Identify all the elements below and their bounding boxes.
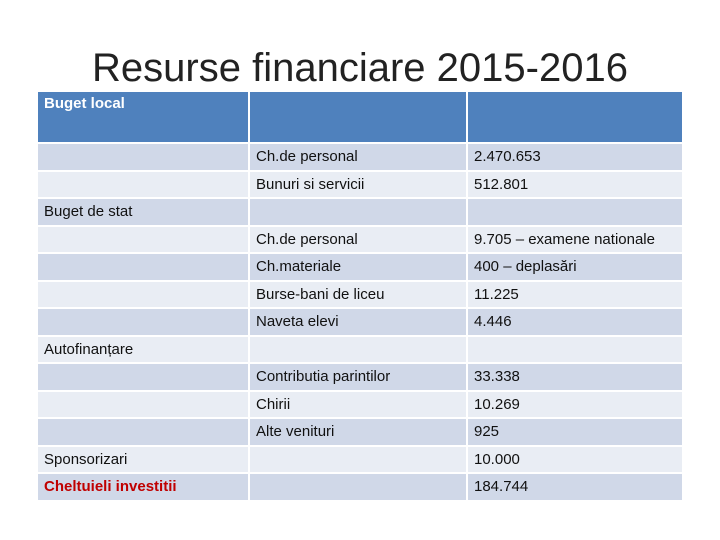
table-cell: 11.225 xyxy=(467,281,683,309)
table-cell xyxy=(467,91,683,143)
section-label-sponsorizari: Sponsorizari xyxy=(37,446,249,474)
table-row xyxy=(37,308,683,336)
table-header-row xyxy=(37,91,683,143)
table-cell xyxy=(37,473,249,501)
table-cell: Bunuri si servicii xyxy=(249,171,467,199)
table-cell xyxy=(249,473,467,501)
table-cell: 10.000 xyxy=(467,446,683,474)
table-cell xyxy=(249,198,467,226)
table-cell xyxy=(37,171,249,199)
table-cell: Chirii xyxy=(249,391,467,419)
table-cell: 4.446 xyxy=(467,308,683,336)
section-label-buget-local: Buget local xyxy=(44,95,125,112)
table-row xyxy=(37,391,683,419)
table-row xyxy=(37,281,683,309)
table-cell xyxy=(37,391,249,419)
table-row xyxy=(37,143,683,171)
table-row xyxy=(37,473,683,501)
table-row xyxy=(37,363,683,391)
table-cell: 10.269 xyxy=(467,391,683,419)
section-label-buget-de-stat: Buget de stat xyxy=(37,198,249,226)
table-cell xyxy=(37,308,249,336)
table-cell xyxy=(37,226,249,254)
table-cell: 9.705 – examene nationale xyxy=(467,226,683,254)
table-cell xyxy=(249,446,467,474)
table-cell: Contributia parintilor xyxy=(249,363,467,391)
table-cell: Burse-bani de liceu xyxy=(249,281,467,309)
table-cell xyxy=(37,363,249,391)
table-row xyxy=(37,336,683,364)
table-cell: 33.338 xyxy=(467,363,683,391)
table-cell: Ch.materiale xyxy=(249,253,467,281)
table-cell xyxy=(37,91,249,143)
table-row xyxy=(37,198,683,226)
table-cell: 400 – deplasări xyxy=(467,253,683,281)
section-label-autofinantare: Autofinanțare xyxy=(37,336,249,364)
table-cell xyxy=(37,281,249,309)
slide-title: Resurse financiare 2015-2016 xyxy=(92,46,628,90)
table-cell: 512.801 xyxy=(467,171,683,199)
table-cell xyxy=(467,336,683,364)
table-cell xyxy=(37,253,249,281)
table-cell: 2.470.653 xyxy=(467,143,683,171)
table-cell: 184.744 xyxy=(467,473,683,501)
table-cell: Alte venituri xyxy=(249,418,467,446)
table-row xyxy=(37,171,683,199)
table-cell xyxy=(249,336,467,364)
table-row xyxy=(37,446,683,474)
budget-table xyxy=(36,90,684,502)
table-cell: Ch.de personal xyxy=(249,226,467,254)
table-cell: Ch.de personal xyxy=(249,143,467,171)
table-cell xyxy=(37,143,249,171)
table-cell: Naveta elevi xyxy=(249,308,467,336)
section-label-cheltuieli-investitii: Cheltuieli investitii xyxy=(44,478,177,496)
table-row xyxy=(37,418,683,446)
table-row xyxy=(37,226,683,254)
table-row xyxy=(37,253,683,281)
table-cell xyxy=(37,418,249,446)
table-cell xyxy=(467,198,683,226)
table-cell xyxy=(249,91,467,143)
table-cell: 925 xyxy=(467,418,683,446)
